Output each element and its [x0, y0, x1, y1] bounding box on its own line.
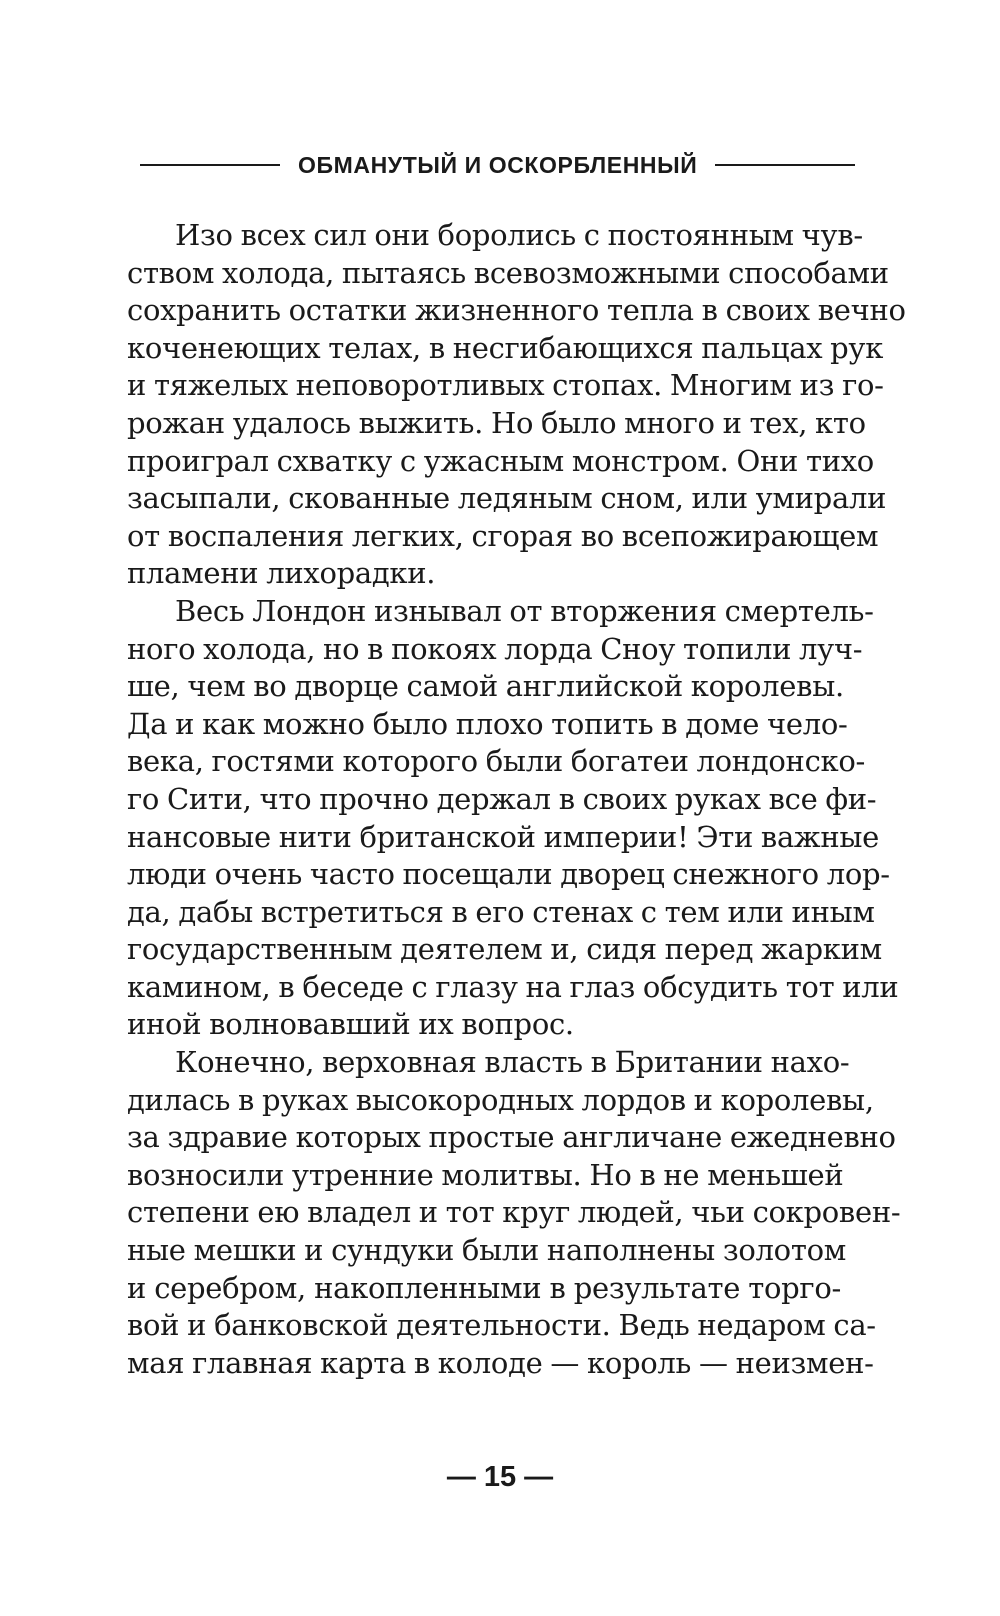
body-text: [127, 217, 906, 1382]
text-line: коченеющих телах, в несгибающихся пальцах рук: [127, 330, 884, 365]
paragraph-1: [127, 217, 906, 593]
text-line: засыпали, скованные ледяным сном, или умирали: [127, 481, 887, 516]
text-line: мая главная карта в колоде — король — неизмен-: [127, 1345, 874, 1380]
text-line: ного холода, но в покоях лорда Сноу топили луч-: [127, 631, 863, 666]
text-line: ные мешки и сундуки были наполнены золотом: [127, 1233, 846, 1268]
text-line: го Сити, что прочно держал в своих руках все фи-: [127, 781, 877, 816]
text-line: люди очень часто посещали дворец снежного лор-: [127, 857, 890, 892]
text-line: от воспаления легких, сгорая во всепожирающем: [127, 518, 879, 553]
running-head-title: ОБМАНУТЫЙ И ОСКОРБЛЕННЫЙ: [298, 151, 698, 178]
running-head-left-rule: [140, 164, 280, 166]
text-line: за здравие которых простые англичане ежедневно: [127, 1120, 896, 1155]
text-line: дилась в руках высокородных лордов и королевы,: [127, 1082, 874, 1117]
text-line: ством холода, пытаясь всевозможными способами: [127, 255, 889, 290]
page-number: — 15 —: [446, 1461, 554, 1493]
text-line: сохранить остатки жизненного тепла в своих вечно: [127, 293, 906, 328]
text-line: Конечно, верховная власть в Британии нахо-: [175, 1045, 850, 1080]
text-line: государственным деятелем и, сидя перед жарким: [127, 932, 882, 967]
text-line: вой и банковской деятельности. Ведь недаром са-: [127, 1308, 876, 1343]
paragraph-2: [127, 593, 899, 1044]
text-line: рожан удалось выжить. Но было много и тех, кто: [127, 405, 866, 440]
text-line: Весь Лондон изнывал от вторжения смертель-: [175, 593, 874, 628]
paragraph-3: [127, 1044, 901, 1382]
running-head: [140, 148, 832, 182]
text-line: века, гостями которого были богатеи лондонско-: [127, 744, 866, 779]
text-line: Изо всех сил они боролись с постоянным чув-: [175, 218, 863, 252]
text-line: степени ею владел и тот круг людей, чьи сокровен-: [127, 1195, 901, 1230]
text-line: ше, чем во дворце самой английской королевы.: [127, 669, 844, 704]
text-line: и тяжелых неповоротливых стопах. Многим из го-: [127, 368, 884, 403]
text-line: иной волновавший их вопрос.: [127, 1007, 574, 1042]
text-line: и серебром, накопленными в результате торго-: [127, 1270, 841, 1305]
text-line: да, дабы встретиться в его стенах с тем или иным: [127, 894, 875, 929]
text-line: Да и как можно было плохо топить в доме чело-: [127, 706, 848, 741]
running-head-right-rule: [715, 164, 855, 166]
text-line: пламени лихорадки.: [127, 556, 436, 591]
text-line: камином, в беседе с глазу на глаз обсудить тот или: [127, 969, 899, 1004]
text-line: проиграл схватку с ужасным монстром. Они тихо: [127, 443, 874, 478]
text-line: нансовые нити британской империи! Эти важные: [127, 819, 879, 854]
text-line: возносили утренние молитвы. Но в не меньшей: [127, 1157, 844, 1192]
